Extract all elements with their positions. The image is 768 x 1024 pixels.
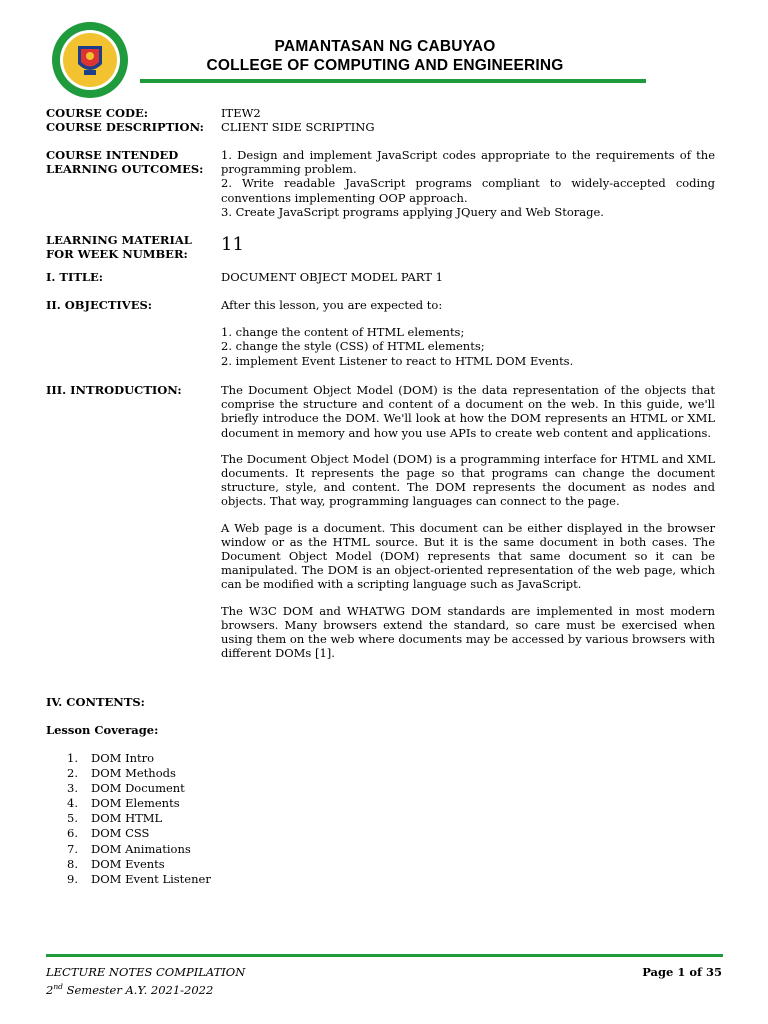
- lesson-coverage-label: Lesson Coverage:: [46, 723, 159, 737]
- objective-item: 2. change the style (CSS) of HTML elements;: [221, 339, 485, 354]
- list-item-number: 2.: [67, 766, 78, 781]
- list-item-text: DOM Elements: [91, 796, 180, 811]
- course-code-label: COURSE CODE:: [46, 106, 148, 120]
- footer-divider: [46, 954, 723, 957]
- week-number-label-line1: LEARNING MATERIAL: [46, 233, 192, 247]
- list-item: [46, 796, 718, 811]
- list-item: [46, 842, 718, 857]
- footer-left: [46, 965, 245, 997]
- list-item-text: DOM Intro: [91, 751, 155, 765]
- list-item-number: 1.: [67, 751, 78, 765]
- title-label: I. TITLE:: [46, 270, 103, 284]
- page-number: Page 1 of 35: [642, 965, 722, 979]
- list-item-text: DOM Events: [91, 856, 165, 871]
- course-code-value: ITEW2: [221, 106, 261, 120]
- learning-outcomes-label: [46, 148, 216, 176]
- list-item: [46, 872, 718, 887]
- course-description-value: CLIENT SIDE SCRIPTING: [221, 120, 375, 134]
- list-item-text: DOM CSS: [91, 826, 150, 841]
- list-item-number: 3.: [67, 781, 78, 796]
- title-value: DOCUMENT OBJECT MODEL PART 1: [221, 270, 443, 284]
- learning-outcomes-list: [221, 148, 715, 219]
- header-divider: [140, 79, 646, 83]
- introduction-label: III. INTRODUCTION:: [46, 383, 182, 397]
- introduction-paragraph: The W3C DOM and WHATWG DOM standards are implemented in most modern browsers. Many browsers extend the standard, so care must be exercised when using them on the web where documents may be accessed by various browsers with different DOMs [1].: [221, 603, 715, 661]
- introduction-paragraph: A Web page is a document. This document can be either displayed in the browser window or as the HTML source. But it is the same document in both cases. The Document Object Model (DOM) represents that same document so it can be manipulated. The DOM is an object-oriented representation of the web page, which can be modified with a scripting language such as JavaScript.: [221, 520, 715, 592]
- coverage-list: [46, 751, 718, 887]
- list-item: [46, 751, 718, 766]
- list-item: [46, 826, 718, 841]
- semester-suffix: nd: [53, 981, 63, 991]
- semester-text: Semester A.Y. 2021-2022: [62, 982, 214, 997]
- introduction-paragraph: The Document Object Model (DOM) is the data representation of the objects that comprise the structure and content of a document on the web. In this guide, we'll briefly introduce the DOM. We'll look at how the DOM represents an HTML or XML document in memory and how you use APIs to create web content and applications.: [221, 383, 715, 440]
- list-item-text: DOM HTML: [91, 811, 163, 826]
- lesson-coverage-list: [46, 751, 718, 887]
- list-item-text: DOM Animations: [91, 841, 191, 856]
- objectives-label: II. OBJECTIVES:: [46, 298, 153, 312]
- list-item-number: 4.: [67, 796, 78, 811]
- list-item-number: 6.: [67, 826, 78, 841]
- week-number-label-line2: FOR WEEK NUMBER:: [46, 247, 188, 262]
- week-number-value: 11: [221, 234, 244, 255]
- college-name: COLLEGE OF COMPUTING AND ENGINEERING: [206, 57, 564, 74]
- list-item-number: 9.: [67, 871, 78, 886]
- learning-outcomes-label-line1: COURSE INTENDED: [46, 148, 179, 162]
- introduction-body: [221, 383, 715, 672]
- learning-outcome-item: 3. Create JavaScript programs applying JQuery and Web Storage.: [221, 204, 604, 219]
- list-item-text: DOM Document: [91, 781, 185, 796]
- university-name: PAMANTASAN NG CABUYAO: [274, 38, 496, 55]
- objective-item: 1. change the content of HTML elements;: [221, 325, 465, 340]
- list-item-number: 5.: [67, 811, 78, 826]
- introduction-paragraph: The Document Object Model (DOM) is a programming interface for HTML and XML documents. It represents the page so that programs can change the document structure, style, and content. The DOM represents the document as nodes and objects. That way, programming languages can connect to the page.: [221, 451, 715, 509]
- semester-number: 2: [46, 982, 54, 997]
- week-number-label: [46, 233, 216, 261]
- list-item-text: DOM Event Listener: [91, 871, 211, 886]
- objective-item: 2. implement Event Listener to react to HTML DOM Events.: [221, 353, 574, 368]
- university-logo: [50, 20, 130, 100]
- list-item: [46, 811, 718, 826]
- learning-outcome-item: 1. Design and implement JavaScript codes appropriate to the requirements of the programming problem.: [221, 148, 715, 177]
- learning-outcome-item: 2. Write readable JavaScript programs compliant to widely-accepted coding conventions implementing OOP approach.: [221, 176, 715, 205]
- objectives-intro: After this lesson, you are expected to:: [221, 298, 443, 312]
- list-item: [46, 857, 718, 872]
- course-description-label: COURSE DESCRIPTION:: [46, 120, 204, 134]
- list-item-number: 8.: [67, 856, 78, 871]
- list-item-text: DOM Methods: [91, 766, 176, 781]
- list-item: [46, 781, 718, 796]
- learning-outcomes-label-line2: LEARNING OUTCOMES:: [46, 162, 204, 177]
- objectives-body: [221, 298, 715, 368]
- contents-label: IV. CONTENTS:: [46, 695, 145, 709]
- footer-semester: [46, 980, 245, 997]
- list-item-number: 7.: [67, 841, 78, 856]
- list-item: [46, 766, 718, 781]
- footer-compilation-label: LECTURE NOTES COMPILATION: [46, 965, 246, 979]
